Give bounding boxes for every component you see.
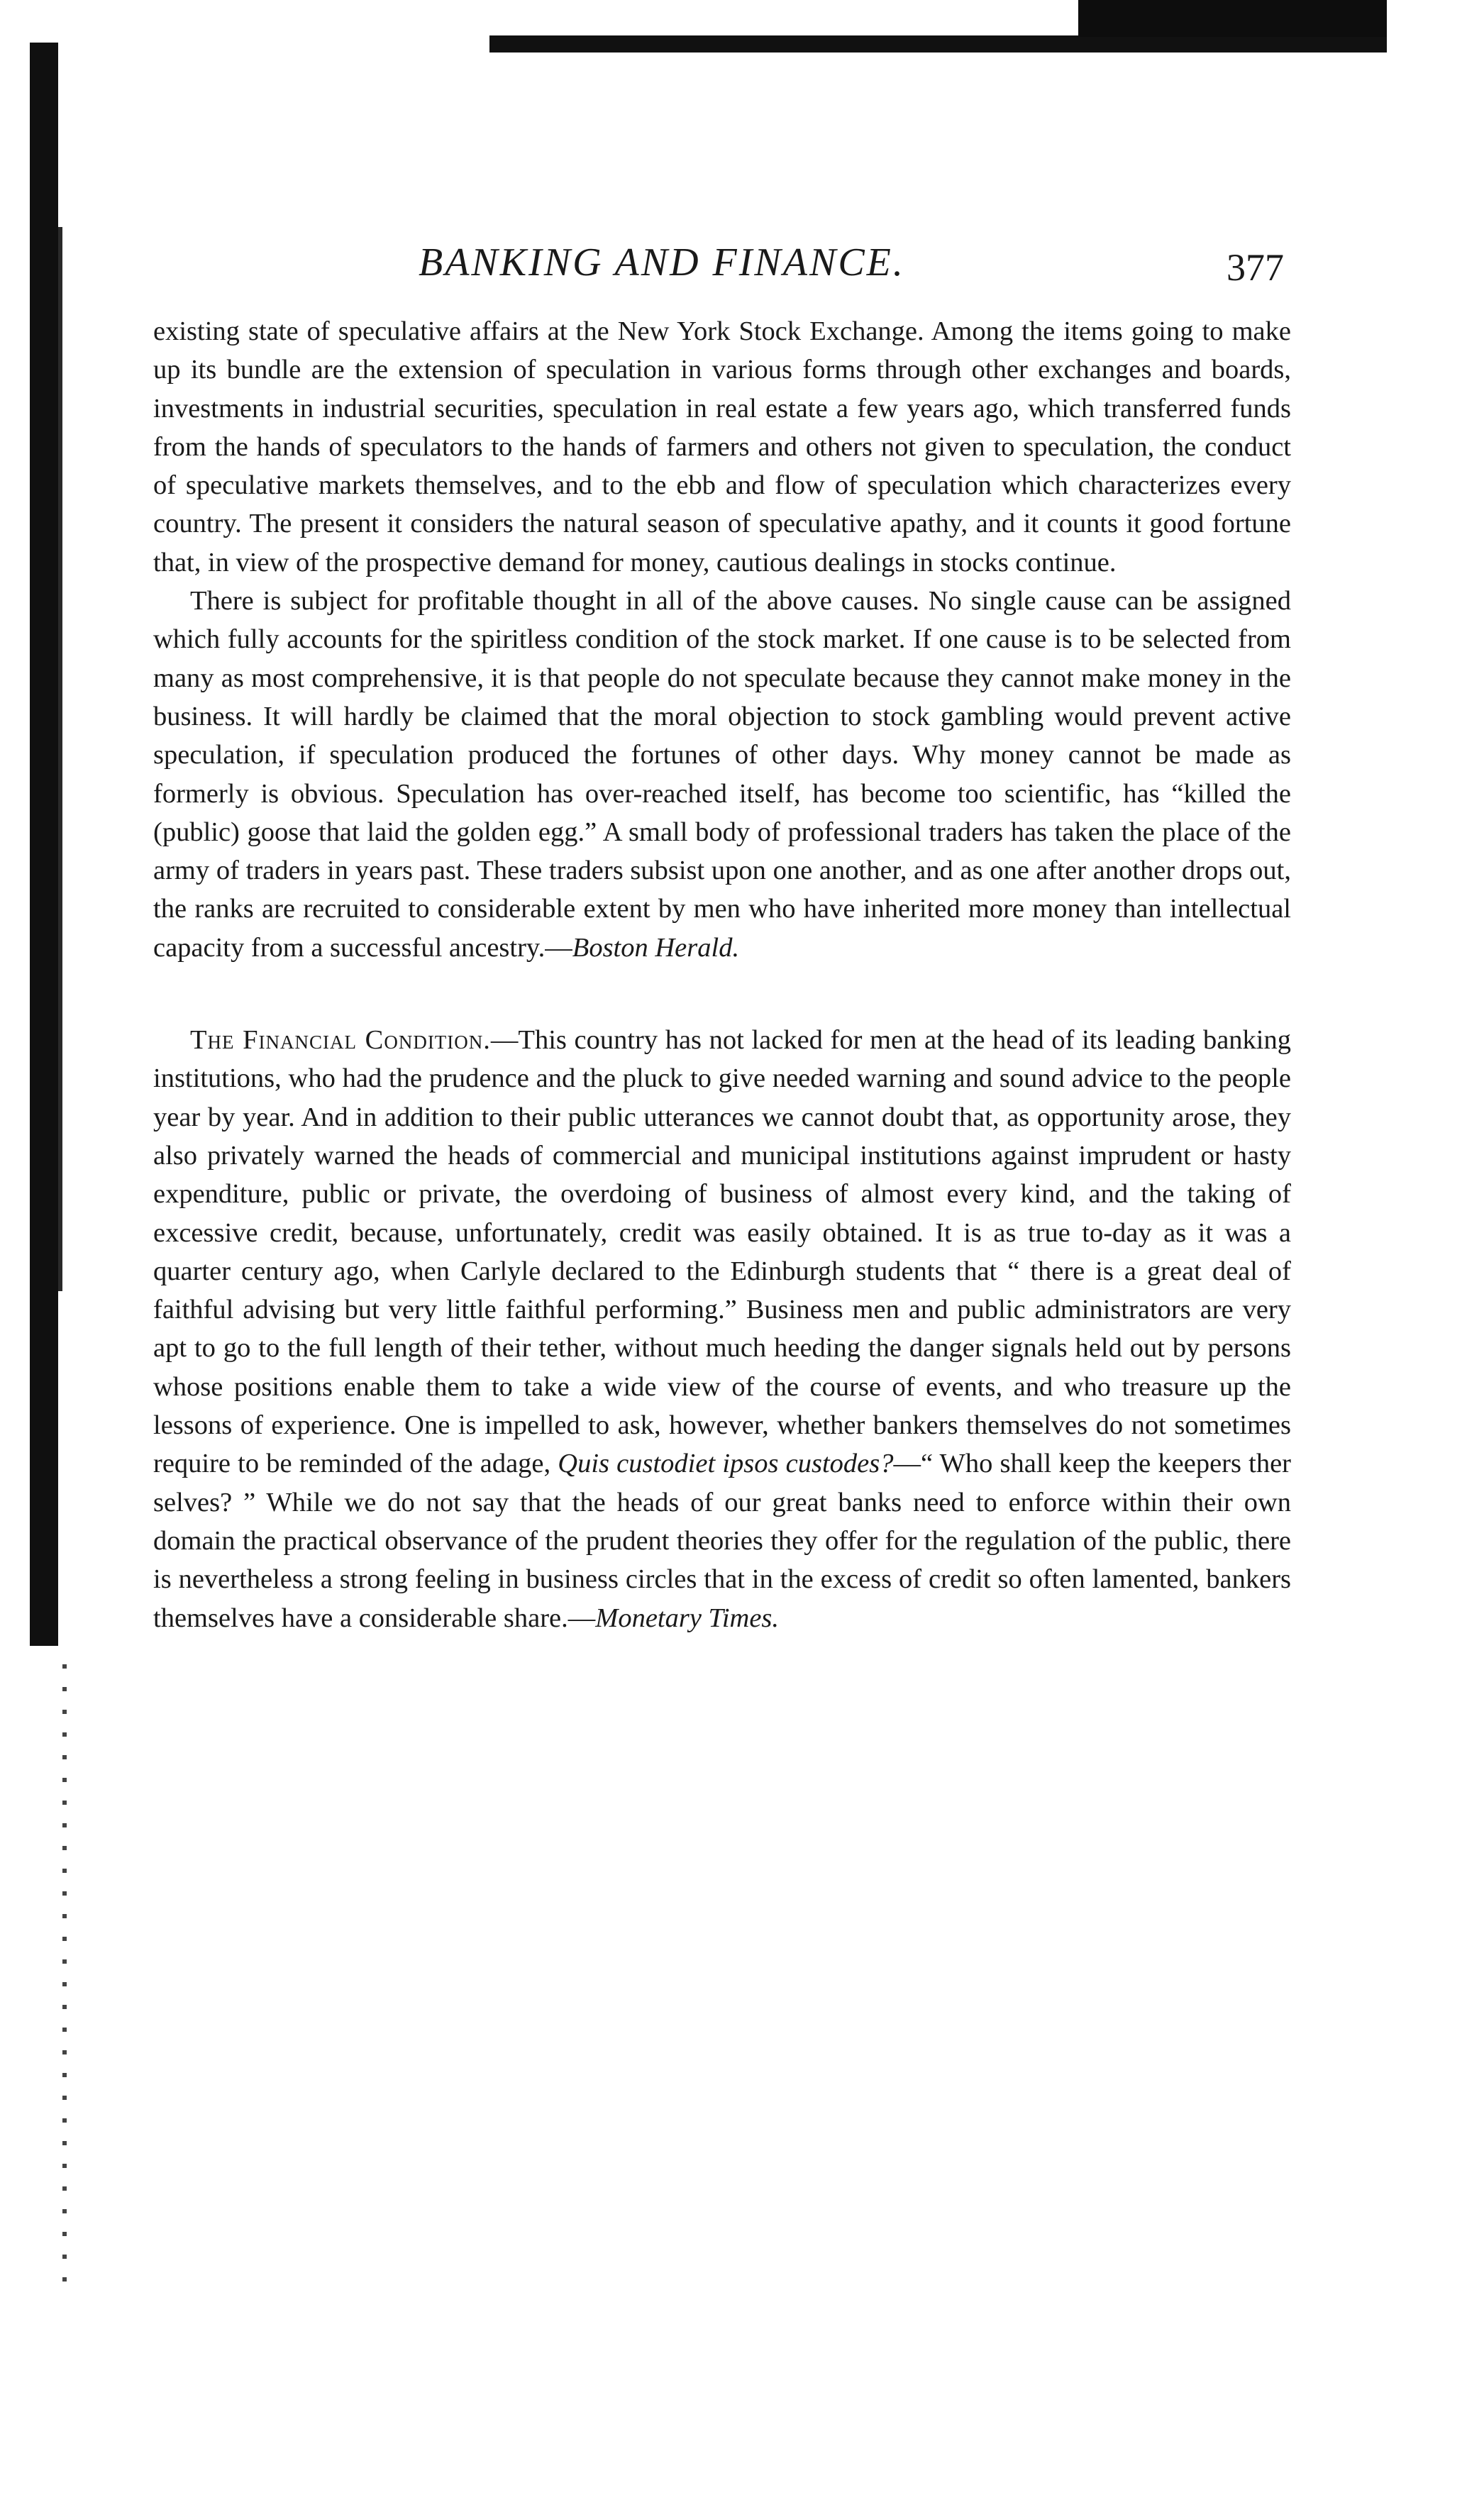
paragraph-3-continuation: —“ Who shall keep the keepers ther selves? ” While we do not say that the heads of our great banks need to enforce within their own domain the practical observance of the prudent theories they offer for the regulation of the public, there is nevertheless a strong feeling in business circles that in the excess of credit so often lamented, bankers themselves have a considerable share.— xyxy=(153,1449,1291,1633)
page-header xyxy=(376,240,1284,297)
paragraph-3 xyxy=(153,1021,1291,1637)
top-border-thick xyxy=(1078,0,1387,37)
section-heading: The Financial Condition. xyxy=(190,1025,491,1056)
binding-edge xyxy=(58,227,62,1291)
paragraph-2-text: There is subject for profitable thought in all of the above causes. No single cause can be assigned which fully accounts for the spiritless condition of the stock market. If one cause is to be selected from many as most comprehensive, it is that people do not speculate because they cannot make money in the business. It will hardly be claimed that the moral objection to stock gambling would prevent active speculation, if speculation produced the fortunes of other days. Why money cannot be made as formerly is obvious. Speculation has over-reached itself, has become too scientific, has “killed the (public) goose that laid the golden egg.” A small body of professional traders has taken the place of the army of traders in years past. These traders subsist upon one another, and as one after another drops out, the ranks are recruited to considerable extent by men who have inherited more money than intellectual capacity from a successful ancestry.— xyxy=(153,586,1291,963)
article-body xyxy=(153,312,1291,1637)
paragraph-2 xyxy=(153,582,1291,967)
paragraph-1: existing state of speculative affairs at the New York Stock Exchange. Among the items going to make up its bundle are the extension of speculation in various forms through other exchanges and boards, investments in industrial securities, speculation in real estate a few years ago, which transferred funds from the hands of speculators to the hands of farmers and others not given to speculation, the conduct of speculative markets themselves, and to the ebb and flow of speculation which characterizes every country. The present it considers the natural season of speculative apathy, and it counts it good fortune that, in view of the prospective demand for money, cautious dealings in stocks continue. xyxy=(153,316,1291,577)
binding-shadow xyxy=(30,43,58,1646)
binding-ticks xyxy=(62,1646,67,2284)
latin-quote: Quis custodiet ipsos custodes? xyxy=(558,1449,894,1479)
paragraph-3-text: —This country has not lacked for men at the head of its leading banking institutions, who had the prudence and the pluck to give needed warning and sound advice to the people year by year. And in addition to their public utterances we cannot doubt that, as opportunity arose, they also privately warned the heads of commercial and municipal institutions against imprudent or hasty expenditure, public or private, the overdoing of business of almost every kind, and the taking of excessive credit, because, unfortunately, credit was easily obtained. It is as true to-day as it was a quarter century ago, when Carlyle declared to the Edinburgh students that “ there is a great deal of faithful advising but very little faithful performing.” Business men and public administrators are very apt to go to the full length of their tether, without much heeding the danger signals held out by persons whose positions enable them to take a wide view of the course of events, and who treasure up the lessons of experience. One is impelled to ask, however, whether bankers themselves do not sometimes require to be reminded of the adage, xyxy=(153,1025,1291,1479)
paragraph-3-source: Monetary Times. xyxy=(595,1603,780,1633)
page-number: 377 xyxy=(1226,246,1284,289)
paragraph-2-source: Boston Herald. xyxy=(572,932,740,963)
running-head: BANKING AND FINANCE. xyxy=(419,240,905,284)
